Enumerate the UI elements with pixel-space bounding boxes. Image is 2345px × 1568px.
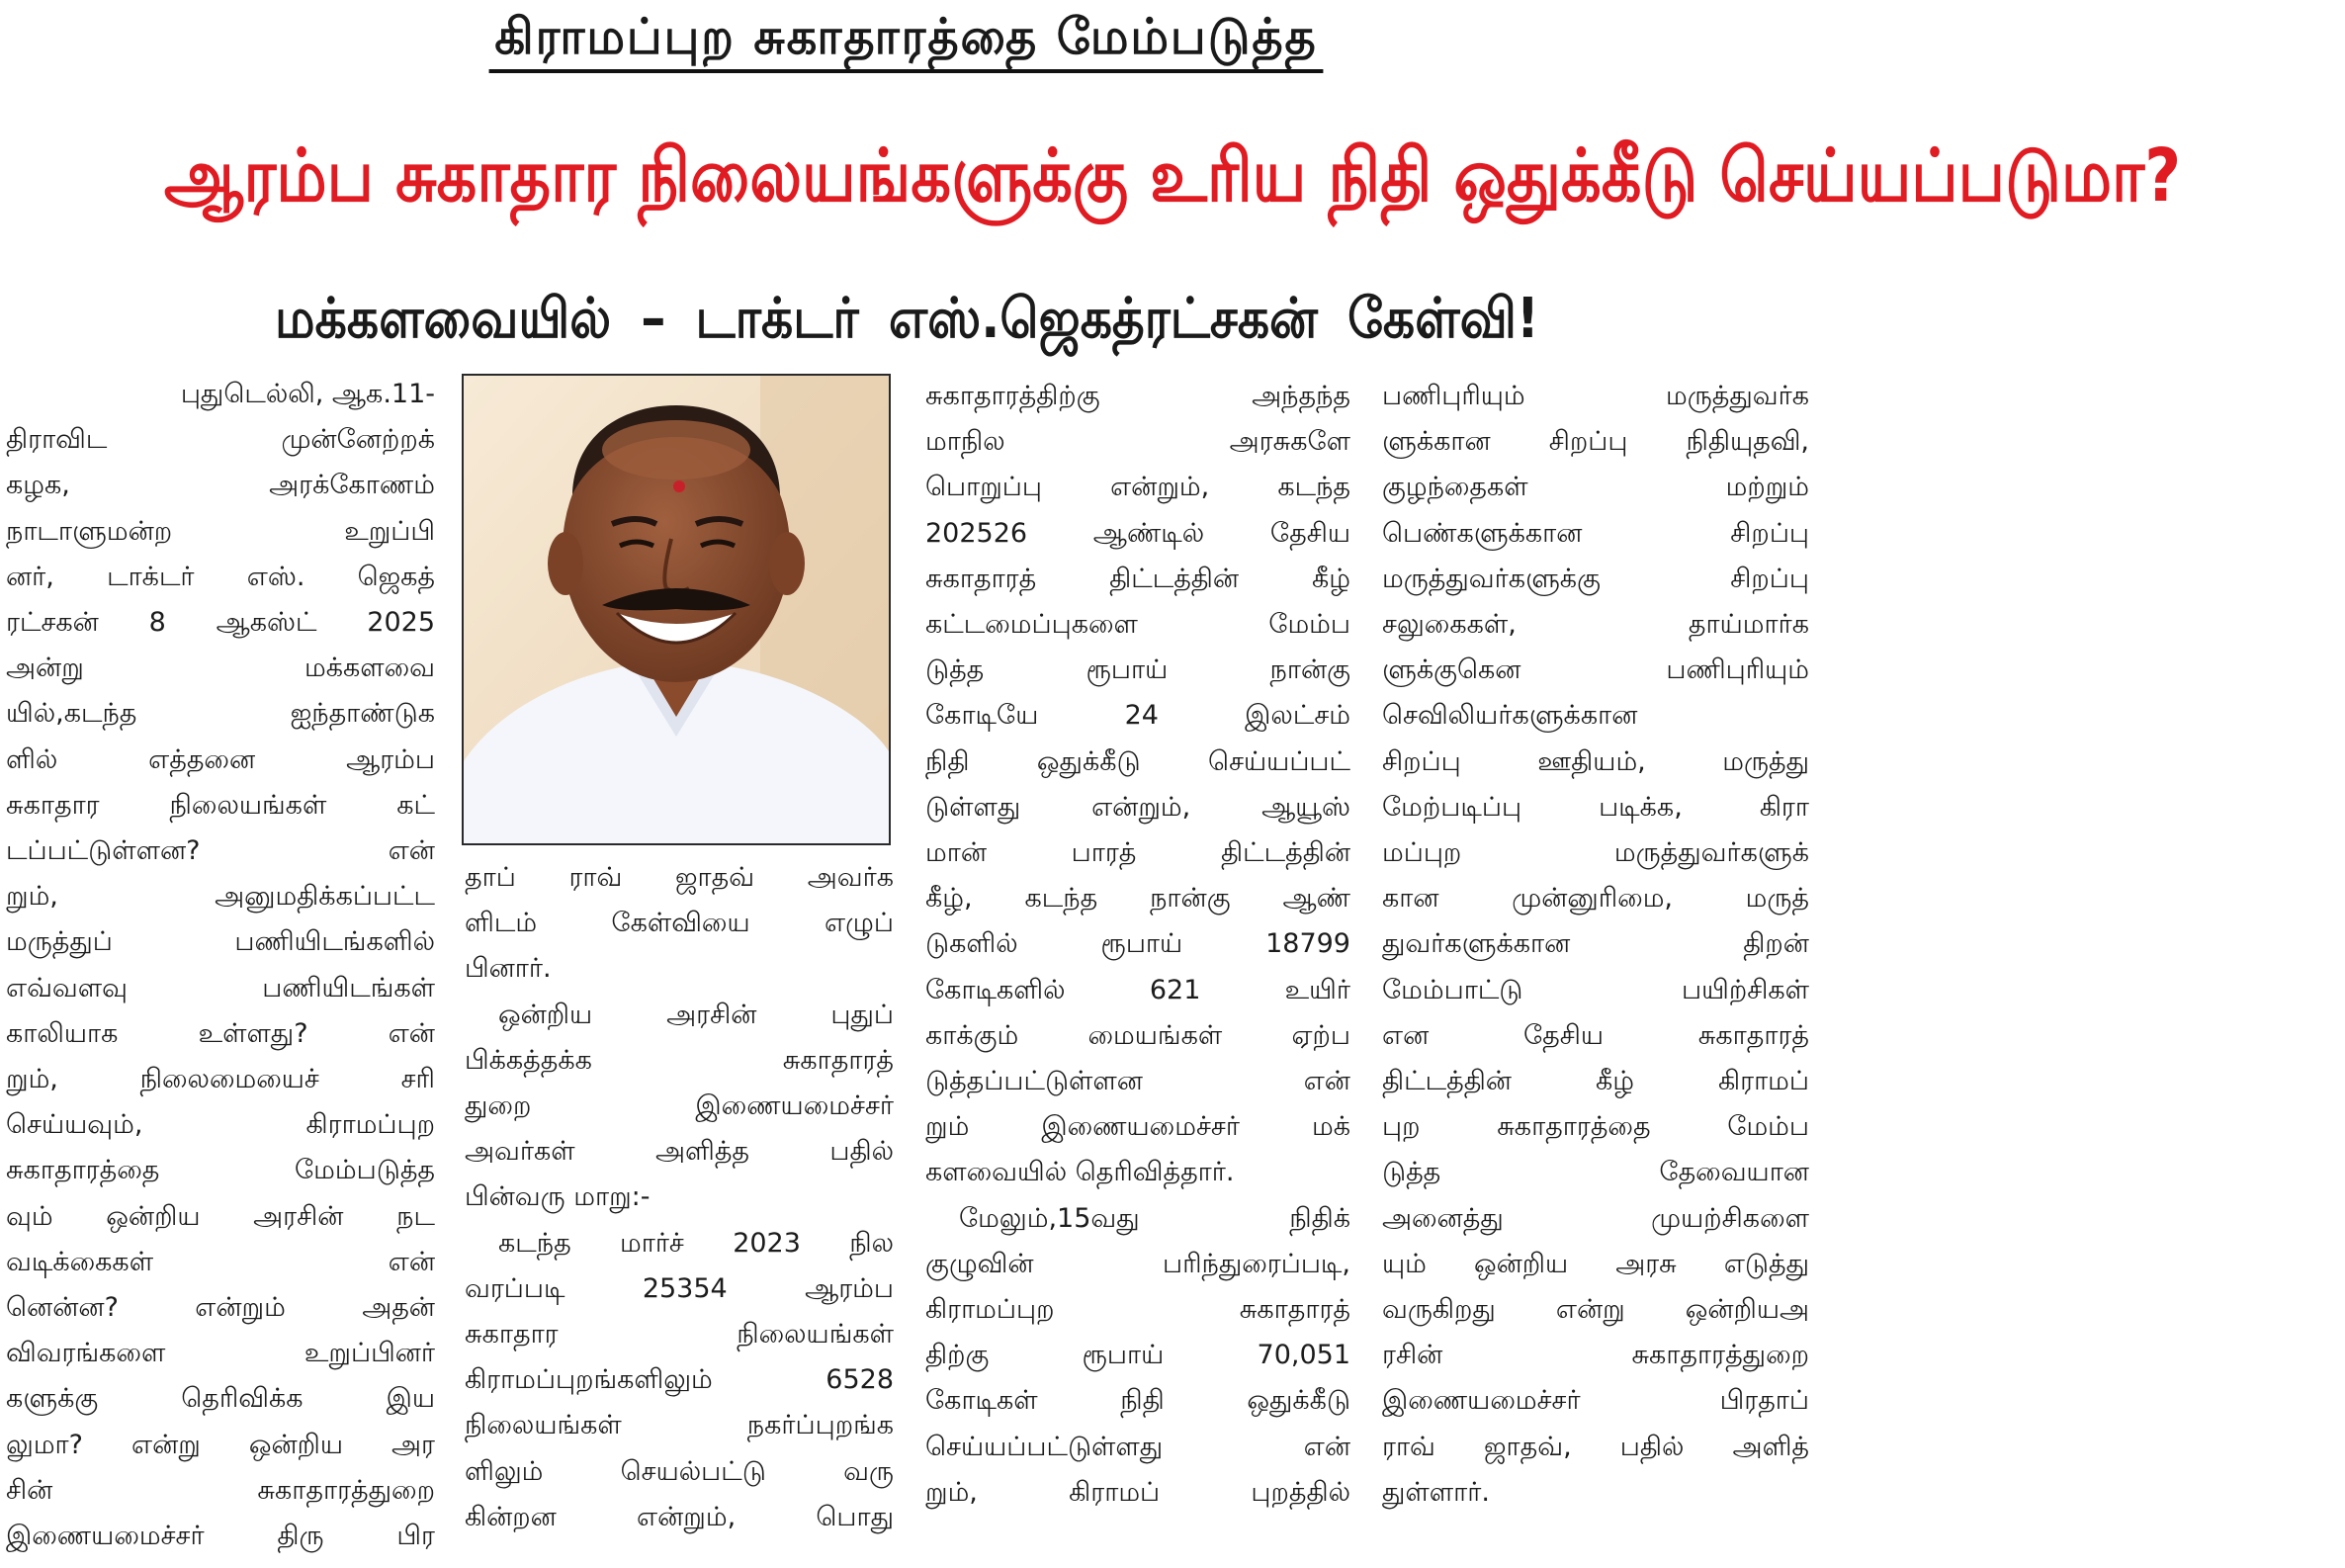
headline-text: ஆரம்ப சுகாதார நிலையங்களுக்கு உரிய நிதி ஒதுக்கீடு செய்யப்படுமா? xyxy=(164,133,2182,218)
paragraph-line: சுகாதாரத் திட்டத்தின் கீழ் xyxy=(925,563,1350,594)
portrait-illustration xyxy=(464,376,889,843)
paragraph-line: ராவ் ஜாதவ், பதில் அளித் xyxy=(1382,1431,1809,1462)
paragraph-line: டுகளில் ரூபாய் 18799 xyxy=(925,928,1350,960)
paragraph-line: சலுகைகள், தாய்மார்க xyxy=(1382,609,1809,641)
paragraph-line: மருத்துப் பணியிடங்களில் xyxy=(6,926,435,958)
paragraph-line: ரசின் சுகாதாரத்துறை xyxy=(1382,1340,1809,1371)
paragraph-line: நிதி ஒதுக்கீடு செய்யப்பட் xyxy=(925,745,1350,777)
paragraph-line: திட்டத்தின் கீழ் கிராமப் xyxy=(1382,1066,1809,1097)
paragraph-line: கிராமப்புற சுகாதாரத் xyxy=(925,1294,1350,1326)
paragraph-line: கோடிகளில் 621 உயிர் xyxy=(925,974,1350,1005)
paragraph-line: நிலையங்கள் நகர்ப்புறங்க xyxy=(465,1410,894,1441)
paragraph-line: மான் பாரத் திட்டத்தின் xyxy=(925,837,1350,869)
paragraph-line: அன்று மக்களவை xyxy=(6,653,435,684)
paragraph-line: தாப் ராவ் ஜாதவ் அவர்க xyxy=(465,862,894,893)
paragraph-line: டுத்த ரூபாய் நான்கு xyxy=(925,654,1350,686)
text-column-4 xyxy=(1382,374,1809,1516)
paragraph-line: மாநில அரசுகளே xyxy=(925,426,1350,458)
paragraph-line: புற சுகாதாரத்தை மேம்ப xyxy=(1382,1111,1809,1143)
paragraph-line: பணிபுரியும் மருத்துவர்க xyxy=(1382,381,1809,411)
paragraph-line: கிராமப்புறங்களிலும் 6528 xyxy=(465,1364,894,1396)
paragraph-line: 202526 ஆண்டில் தேசிய xyxy=(925,517,1350,549)
paragraph-line: மருத்துவர்களுக்கு சிறப்பு xyxy=(1382,563,1809,594)
text-column-3 xyxy=(925,374,1350,1516)
paragraph-line: செவிலியர்களுக்கான xyxy=(1382,700,1638,732)
paragraph-line: சிறப்பு ஊதியம், மருத்து xyxy=(1382,745,1809,777)
paragraph-line: புதுடெல்லி, ஆக.11- xyxy=(180,379,435,409)
paragraph-line: றும், நிலைமையைச் சரி xyxy=(6,1064,435,1095)
paragraph-line: ரட்சகன் 8 ஆகஸ்ட் 2025 xyxy=(6,607,435,639)
paragraph-line: கீழ், கடந்த நான்கு ஆண் xyxy=(925,883,1350,915)
paragraph-line: துவர்களுக்கான திறன் xyxy=(1382,928,1809,960)
paragraph-line: காக்கும் மையங்கள் ஏற்ப xyxy=(925,1019,1350,1051)
article-kicker xyxy=(0,4,1813,73)
paragraph-line: பெண்களுக்கான சிறப்பு xyxy=(1382,517,1809,549)
paragraph-line: செய்யப்பட்டுள்ளது என் xyxy=(925,1431,1350,1462)
mp-portrait-photo xyxy=(462,374,891,845)
paragraph-line: கின்றன என்றும், பொது xyxy=(465,1501,894,1532)
paragraph-line: னர், டாக்டர் எஸ். ஜெகத் xyxy=(6,561,435,592)
paragraph-line: ளிடம் கேள்வியை எழுப் xyxy=(465,908,894,939)
paragraph-line: டுத்தப்பட்டுள்ளன என் xyxy=(925,1066,1350,1097)
paragraph-line: கோடியே 24 இலட்சம் xyxy=(925,700,1350,732)
paragraph-line: கோடிகள் நிதி ஒதுக்கீடு xyxy=(925,1385,1350,1417)
paragraph-line: செய்யவும், கிராமப்புற xyxy=(6,1109,435,1141)
paragraph-line: களவையில் தெரிவித்தார். xyxy=(925,1157,1235,1188)
paragraph-line: மேற்படிப்பு படிக்க, கிரா xyxy=(1382,791,1809,823)
paragraph-line: குழுவின் பரிந்துரைப்படி, xyxy=(925,1248,1350,1279)
paragraph-line: கட்டமைப்புகளை மேம்ப xyxy=(925,609,1350,641)
paragraph-line: அனைத்து முயற்சிகளை xyxy=(1382,1202,1809,1234)
paragraph-line: யில்,கடந்த ஐந்தாண்டுக xyxy=(6,698,435,730)
paragraph-line: ளிலும் செயல்பட்டு வரு xyxy=(465,1455,894,1487)
paragraph-line: ளுக்கான சிறப்பு நிதியுதவி, xyxy=(1382,426,1809,458)
paragraph-line: ளுக்குகென பணிபுரியும் xyxy=(1382,654,1809,686)
paragraph-line: என தேசிய சுகாதாரத் xyxy=(1382,1019,1809,1051)
paragraph-line: ளில் எத்தனை ஆரம்ப xyxy=(6,743,435,775)
paragraph-line: பின்வரு மாறு:- xyxy=(465,1181,651,1213)
paragraph-line: றும், அனுமதிக்கப்பட்ட xyxy=(6,881,435,913)
text-column-1 xyxy=(6,372,435,1559)
paragraph-line: எவ்வளவு பணியிடங்கள் xyxy=(6,972,435,1003)
paragraph-line: இணையமைச்சர் பிரதாப் xyxy=(1382,1385,1809,1417)
paragraph-line: னென்ன? என்றும் அதன் xyxy=(6,1292,435,1324)
paragraph-line: சுகாதார நிலையங்கள் கட் xyxy=(6,789,435,821)
subheadline-text: மக்களவையில் – டாக்டர் எஸ்.ஜெகத்ரட்சகன் கேள்வி! xyxy=(274,287,1539,351)
paragraph-line: பிக்கத்தக்க சுகாதாரத் xyxy=(465,1044,894,1076)
paragraph-line: பொறுப்பு என்றும், கடந்த xyxy=(925,472,1350,503)
paragraph-line: டுத்த தேவையான xyxy=(1382,1157,1809,1188)
paragraph-line: றும் இணையமைச்சர் மக் xyxy=(925,1111,1350,1143)
paragraph-line: களுக்கு தெரிவிக்க இய xyxy=(6,1383,435,1415)
paragraph-line: சுகாதாரத்தை மேம்படுத்த xyxy=(6,1155,435,1186)
paragraph-line: மப்புற மருத்துவர்களுக் xyxy=(1382,837,1809,869)
paragraph-line: வரப்படி 25354 ஆரம்ப xyxy=(465,1272,894,1304)
paragraph-line: சின் சுகாதாரத்துறை xyxy=(6,1474,435,1506)
paragraph-line: கழக, அரக்கோணம் xyxy=(6,470,435,501)
paragraph-line: டுள்ளது என்றும், ஆயூஸ் xyxy=(925,791,1350,823)
paragraph-line: பினார். xyxy=(465,953,552,985)
paragraph-line: யும் ஒன்றிய அரசு எடுத்து xyxy=(1382,1248,1809,1279)
paragraph-line: நாடாளுமன்ற உறுப்பி xyxy=(6,515,435,547)
paragraph-line: மேலும்,15வது நிதிக் xyxy=(959,1202,1350,1234)
paragraph-line: டப்பட்டுள்ளன? என் xyxy=(6,835,435,867)
paragraph-line: இணையமைச்சர் திரு பிர xyxy=(6,1521,435,1552)
paragraph-line: திராவிட முன்னேற்றக் xyxy=(6,424,435,456)
paragraph-line: திற்கு ரூபாய் 70,051 xyxy=(925,1340,1350,1371)
paragraph-line: விவரங்களை உறுப்பினர் xyxy=(6,1338,435,1369)
paragraph-line: துள்ளார். xyxy=(1382,1476,1490,1508)
paragraph-line: கான முன்னுரிமை, மருத் xyxy=(1382,883,1809,915)
paragraph-line: றும், கிராமப் புறத்தில் xyxy=(925,1476,1350,1508)
kicker-text: கிராமப்புற சுகாதாரத்தை மேம்படுத்த xyxy=(489,4,1324,73)
paragraph-line: சுகாதார நிலையங்கள் xyxy=(465,1319,894,1350)
article-subheadline xyxy=(0,282,1813,357)
paragraph-line: குழந்தைகள் மற்றும் xyxy=(1382,472,1809,503)
paragraph-line: லுமா? என்று ஒன்றிய அர xyxy=(6,1429,435,1460)
paragraph-line: சுகாதாரத்திற்கு அந்தந்த xyxy=(925,381,1350,411)
text-column-2 xyxy=(465,855,894,1540)
paragraph-line: கடந்த மார்ச் 2023 நில xyxy=(498,1227,894,1259)
paragraph-line: அவர்கள் அளித்த பதில் xyxy=(465,1136,894,1168)
paragraph-line: வருகிறது என்று ஒன்றியஅ xyxy=(1382,1294,1809,1326)
paragraph-line: காலியாக உள்ளது? என் xyxy=(6,1017,435,1049)
paragraph-line: வும் ஒன்றிய அரசின் நட xyxy=(6,1200,435,1232)
paragraph-line: துறை இணையமைச்சர் xyxy=(465,1090,894,1122)
paragraph-line: வடிக்கைகள் என் xyxy=(6,1246,435,1277)
paragraph-line: ஒன்றிய அரசின் புதுப் xyxy=(498,999,894,1030)
article-headline xyxy=(0,117,2182,235)
paragraph-line: மேம்பாட்டு பயிற்சிகள் xyxy=(1382,974,1809,1005)
